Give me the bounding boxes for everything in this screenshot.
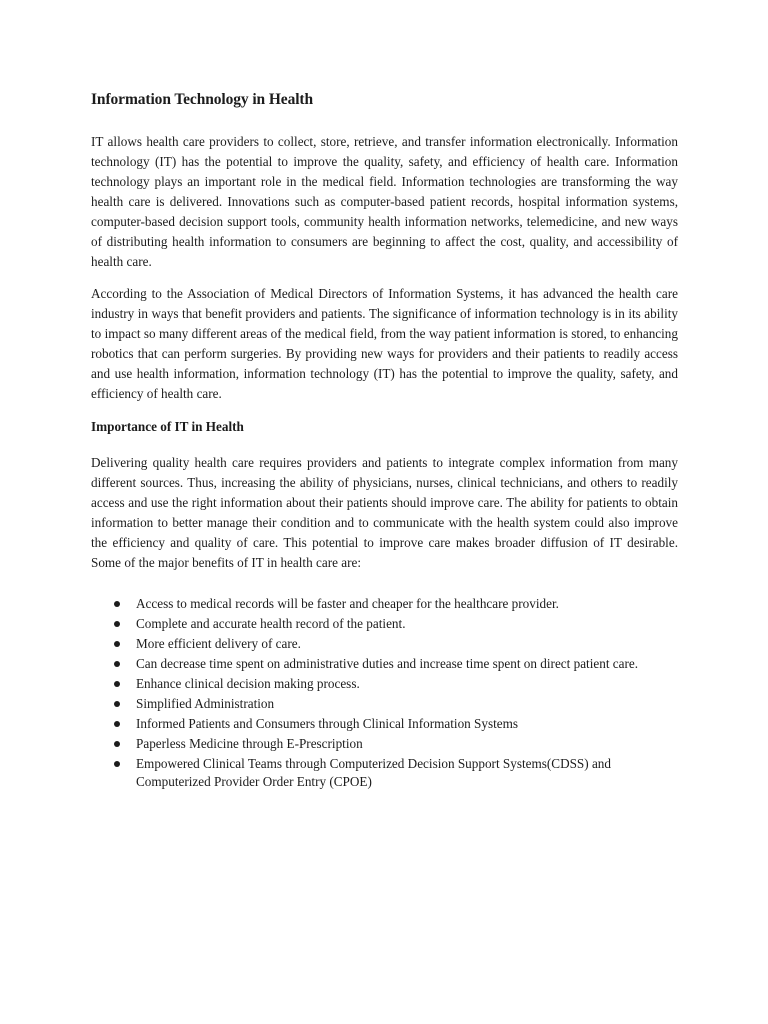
list-item-text: Can decrease time spent on administrative duties and increase time spent on direct patient care. bbox=[136, 656, 639, 671]
bullet-icon bbox=[114, 621, 120, 627]
list-item bbox=[91, 755, 678, 791]
bullet-icon bbox=[114, 661, 120, 667]
list-item bbox=[91, 615, 678, 633]
list-item-text: Simplified Administration bbox=[136, 696, 275, 711]
bullet-icon bbox=[114, 641, 120, 647]
bullet-icon bbox=[114, 701, 120, 707]
intro-paragraph: IT allows health care providers to collect, store, retrieve, and transfer information electronically. Information technology (IT) has the potential to improve the quality, safety, and efficiency of health care. Information technology plays an important role in the medical field. Information technologies are transforming the way health care is delivered. Innovations such as computer-based patient records, hospital information systems, computer-based decision support tools, community health information networks, telemedicine, and new ways of distributing health information to consumers are beginning to affect the cost, quality, and accessibility of health care. bbox=[91, 134, 678, 269]
list-item bbox=[91, 735, 678, 753]
list-item-text: Empowered Clinical Teams through Computerized Decision Support Systems(CDSS) and Computerized Provider Order Entry (CPOE) bbox=[136, 756, 611, 789]
bullet-icon bbox=[114, 761, 120, 767]
list-item-text: Informed Patients and Consumers through Clinical Information Systems bbox=[136, 716, 519, 731]
bullet-icon bbox=[114, 741, 120, 747]
list-item bbox=[91, 595, 678, 613]
document-title: Information Technology in Health bbox=[91, 91, 314, 108]
list-item-text: Complete and accurate health record of the patient. bbox=[136, 616, 406, 631]
section-heading: Importance of IT in Health bbox=[91, 419, 244, 434]
list-item bbox=[91, 635, 678, 653]
list-item-text: Enhance clinical decision making process. bbox=[136, 676, 360, 691]
list-item bbox=[91, 675, 678, 693]
list-item-text: Access to medical records will be faster and cheaper for the healthcare provider. bbox=[136, 596, 559, 611]
bullet-icon bbox=[114, 721, 120, 727]
amdis-paragraph: According to the Association of Medical Directors of Information Systems, it has advanced the health care industry in ways that benefit providers and patients. The significance of information technology is in its ability to impact so many different areas of the medical field, from the way patient information is stored, to enhancing robotics that can perform surgeries. By providing new ways for providers and their patients to readily access and use health information, information technology (IT) has the potential to improve the quality, safety, and efficiency of health care. bbox=[91, 286, 678, 401]
bullet-icon bbox=[114, 681, 120, 687]
list-item-text: Paperless Medicine through E-Prescription bbox=[136, 736, 363, 751]
list-item-text: More efficient delivery of care. bbox=[136, 636, 301, 651]
document-body bbox=[91, 90, 678, 793]
list-item bbox=[91, 655, 678, 673]
bullet-icon bbox=[114, 601, 120, 607]
list-item bbox=[91, 715, 678, 733]
benefits-list bbox=[91, 595, 678, 791]
list-item bbox=[91, 695, 678, 713]
section-paragraph: Delivering quality health care requires providers and patients to integrate complex information from many different sources. Thus, increasing the ability of physicians, nurses, clinical technicians, and others to readily access and use the right information about their patients should improve care. The ability for patients to obtain information to better manage their condition and to communicate with the health system could also improve the efficiency and quality of care. This potential to improve care makes broader diffusion of IT desirable. Some of the major benefits of IT in health care are: bbox=[91, 455, 678, 570]
